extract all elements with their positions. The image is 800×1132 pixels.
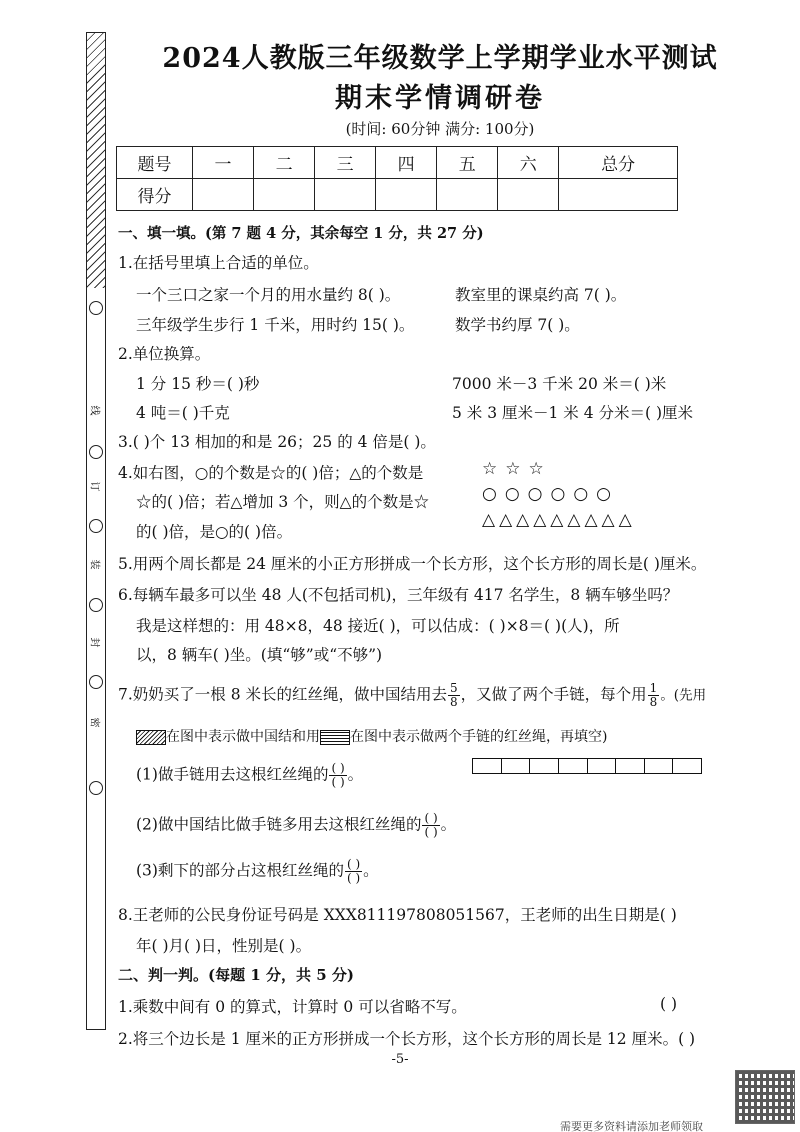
triangle-shapes: △△△△△△△△△ <box>482 510 636 530</box>
rope-segment[interactable] <box>616 759 645 773</box>
score-entry-cell[interactable] <box>559 179 678 211</box>
table-cell: 四 <box>376 147 437 179</box>
score-table <box>116 146 678 211</box>
question-stem: 1.在括号里填上合适的单位。 <box>118 254 319 272</box>
rope-segment[interactable] <box>473 759 502 773</box>
rope-segment[interactable] <box>559 759 588 773</box>
question-item: 1 分 15 秒＝( )秒 <box>136 375 260 393</box>
table-cell: 二 <box>254 147 315 179</box>
question-item <box>136 812 456 839</box>
binding-char: 封 <box>88 637 100 648</box>
q7-text: 。(先用 <box>660 687 707 704</box>
fraction-numerator: ( ) <box>424 811 438 825</box>
hatch-legend-icon <box>136 730 166 745</box>
table-cell: 六 <box>498 147 559 179</box>
rope-segment[interactable] <box>502 759 531 773</box>
question-item: 教室里的课桌约高 7( )。 <box>455 286 627 304</box>
page-title: 2024人教版三年级数学上学期学业水平测试 <box>162 43 718 74</box>
question-item: 数学书约厚 7( )。 <box>455 316 580 334</box>
question-item: ☆的( )倍；若△增加 3 个，则△的个数是☆ <box>136 493 430 511</box>
question-item: 以，8 辆车( )坐。(填“够”或“不够”) <box>136 646 383 664</box>
q7-sub-text: (1)做手链用去这根红丝绳的 <box>136 765 329 784</box>
grid-legend-icon <box>320 730 350 745</box>
q7-sub-text: (3)剩下的部分占这根红丝绳的 <box>136 861 344 880</box>
page-number: -5- <box>391 1052 409 1067</box>
fraction <box>648 682 660 709</box>
table-cell: 五 <box>437 147 498 179</box>
rope-segment[interactable] <box>530 759 559 773</box>
binding-hatch <box>87 33 105 288</box>
fraction-numerator: 5 <box>450 681 458 695</box>
binding-char: 装 <box>88 559 100 570</box>
score-entry-cell[interactable] <box>193 179 254 211</box>
period: 。 <box>440 815 457 834</box>
qr-code-icon <box>735 1070 795 1124</box>
question-item: 的( )倍，是○的( )倍。 <box>136 523 293 541</box>
page-subtitle-title: 期末学情调研卷 <box>335 83 545 114</box>
binding-strip <box>86 32 106 1030</box>
answer-paren[interactable]: ( ) <box>660 995 678 1013</box>
section-heading: 一、填一填。(第 7 题 4 分，其余每空 1 分，共 27 分) <box>118 225 484 242</box>
question-item: 5 米 3 厘米－1 米 4 分米＝( )厘米 <box>452 404 694 422</box>
question-item <box>118 682 706 709</box>
question-item: 5.用两个周长都是 24 厘米的小正方形拼成一个长方形，这个长方形的周长是( )厘米。 <box>118 555 707 573</box>
star-shapes: ☆☆☆ <box>482 459 552 479</box>
score-entry-cell[interactable] <box>254 179 315 211</box>
binding-ring <box>89 598 103 612</box>
rope-segment[interactable] <box>588 759 617 773</box>
answer-fraction[interactable] <box>422 812 439 839</box>
period: 。 <box>347 765 364 784</box>
question-item: 一个三口之家一个月的用水量约 8( )。 <box>136 286 401 304</box>
time-score-info: (时间: 60分钟 满分: 100分) <box>345 120 535 138</box>
question-item: 我是这样想的：用 48×8，48 接近( )，可以估成：( )×8＝( )(人)，所 <box>136 617 620 635</box>
rope-segment[interactable] <box>645 759 674 773</box>
binding-ring <box>89 445 103 459</box>
table-cell: 一 <box>193 147 254 179</box>
binding-char: 密 <box>88 717 100 728</box>
question-item <box>136 762 363 789</box>
fraction-denominator: 8 <box>649 695 658 709</box>
binding-char: 订 <box>88 481 100 492</box>
rope-diagram[interactable] <box>472 758 702 774</box>
question-item: 三年级学生步行 1 千米，用时约 15( )。 <box>136 316 415 334</box>
score-entry-cell[interactable] <box>376 179 437 211</box>
table-cell: 得分 <box>117 179 193 211</box>
period: 。 <box>363 861 379 880</box>
q7-text: 7.奶奶买了一根 8 米长的红丝绳，做中国结用去 <box>118 685 448 704</box>
fraction-denominator: 8 <box>450 695 458 709</box>
footer-note: 需要更多资料请添加老师领取 <box>560 1120 703 1132</box>
question-item <box>136 858 379 885</box>
question-item: 年( )月( )日，性别是( )。 <box>136 937 312 955</box>
question-item: 8.王老师的公民身份证号码是 XXX811197808051567，王老师的出生日期是( ) <box>118 906 677 924</box>
table-row <box>117 179 678 211</box>
binding-ring <box>89 301 103 315</box>
binding-ring <box>89 675 103 689</box>
section-heading: 二、判一判。(每题 1 分，共 5 分) <box>118 966 354 984</box>
table-cell: 题号 <box>117 147 193 179</box>
binding-ring <box>89 519 103 533</box>
q7-text: ，又做了两个手链，每个用 <box>460 685 647 704</box>
rope-segment[interactable] <box>673 759 701 773</box>
fraction-denominator: ( ) <box>424 825 438 839</box>
table-cell: 总分 <box>559 147 678 179</box>
fraction <box>448 682 460 709</box>
question-item: 6.每辆车最多可以坐 48 人(不包括司机)，三年级有 417 名学生，8 辆车够坐吗？ <box>118 586 679 604</box>
fraction-denominator: ( ) <box>331 775 345 789</box>
score-entry-cell[interactable] <box>498 179 559 211</box>
answer-fraction[interactable] <box>329 762 346 789</box>
score-entry-cell[interactable] <box>437 179 498 211</box>
q7-text: 在图中表示做两个手链的红丝绳，再填空) <box>350 729 608 745</box>
q7-text: 在图中表示做中国结和用 <box>166 729 320 745</box>
binding-ring <box>89 781 103 795</box>
question-item: 2.将三个边长是 1 厘米的正方形拼成一个长方形，这个长方形的周长是 12 厘米。( ) <box>118 1030 696 1048</box>
answer-fraction[interactable] <box>345 858 362 885</box>
question-item: 7000 米－3 千米 20 米＝( )米 <box>452 375 667 393</box>
q7-sub-text: (2)做中国结比做手链多用去这根红丝绳的 <box>136 815 422 834</box>
table-row <box>117 147 678 179</box>
fraction-numerator: 1 <box>649 681 658 695</box>
table-cell: 三 <box>315 147 376 179</box>
question-item: 4 吨＝( )千克 <box>136 404 230 422</box>
score-entry-cell[interactable] <box>315 179 376 211</box>
fraction-numerator: ( ) <box>346 857 361 871</box>
question-stem: 2.单位换算。 <box>118 345 211 363</box>
circle-shapes: ○○○○○○ <box>482 484 620 504</box>
question-item <box>136 726 607 746</box>
fraction-numerator: ( ) <box>331 761 345 775</box>
binding-char: 线 <box>88 405 100 416</box>
question-item: 3.( )个 13 相加的和是 26；25 的 4 倍是( )。 <box>118 433 436 451</box>
question-item: 4.如右图，○的个数是☆的( )倍；△的个数是 <box>118 464 424 482</box>
fraction-denominator: ( ) <box>346 871 361 885</box>
question-item: 1.乘数中间有 0 的算式，计算时 0 可以省略不写。 <box>118 998 467 1016</box>
